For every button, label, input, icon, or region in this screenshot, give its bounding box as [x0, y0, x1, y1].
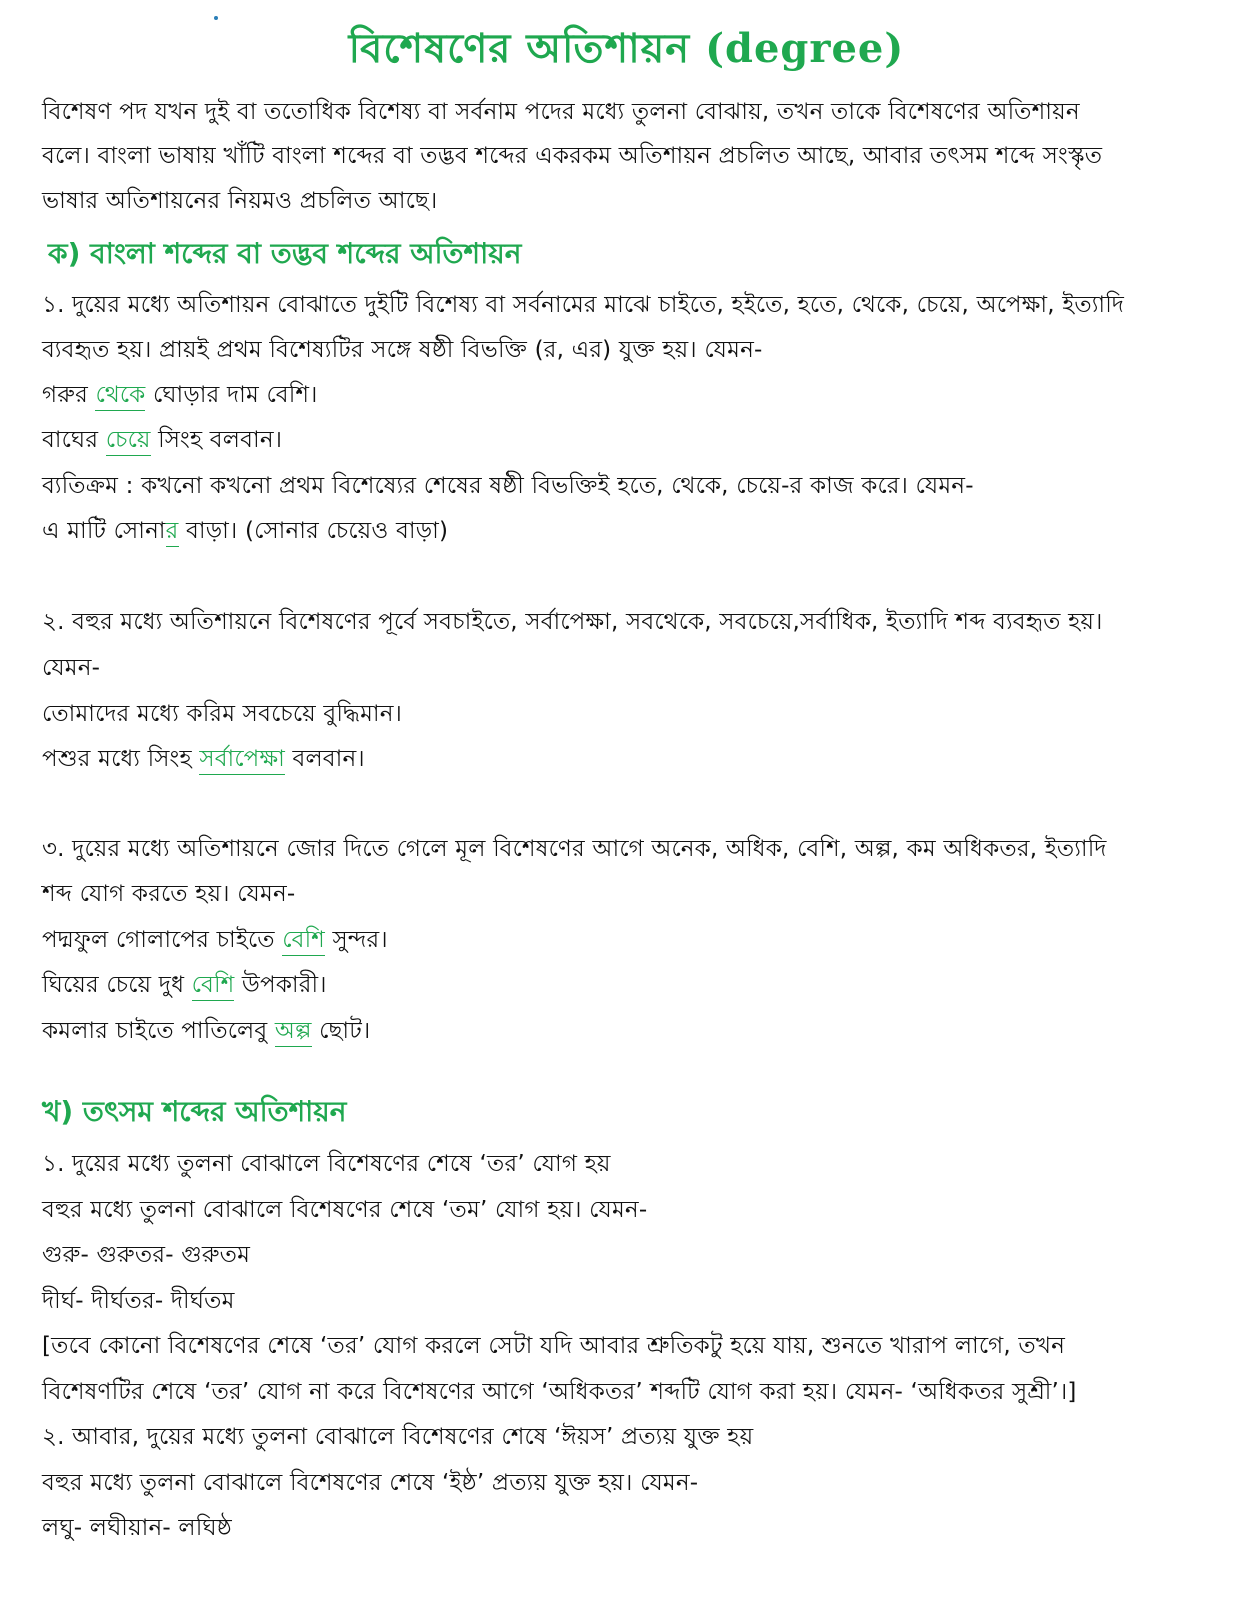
highlighted-word: সর্বাপেক্ষা: [199, 746, 285, 775]
highlighted-word: র: [166, 518, 179, 547]
highlighted-word: অল্প: [275, 1018, 312, 1047]
kha-line-2: বহুর মধ্যে তুলনা বোঝালে বিশেষণের শেষে ‘তম’ যোগ হয়। যেমন-: [42, 1197, 648, 1223]
intro-line-3: ভাষার অতিশায়নের নিয়মও প্রচলিত আছে।: [42, 188, 438, 214]
highlighted-word: চেয়ে: [106, 427, 151, 456]
section-kha-heading: খ) তৎসম শব্দের অতিশায়ন: [42, 1095, 347, 1128]
kha-line-7: ২. আবার, দুয়ের মধ্যে তুলনা বোঝালে বিশেষণের শেষে ‘ঈয়স’ প্রত্যয় যুক্ত হয়: [42, 1424, 754, 1450]
title-text: বিশেষণের অতিশায়ন (degree): [348, 25, 905, 72]
kha-line-4: দীর্ঘ- দীর্ঘতর- দীর্ঘতম: [42, 1288, 235, 1314]
page-title: [0, 22, 1253, 76]
highlighted-word: থেকে: [95, 382, 145, 411]
example-text: বাঘের: [42, 427, 106, 453]
kha-line-5: [তবে কোনো বিশেষণের শেষে ‘তর’ যোগ করলে সেটা যদি আবার শ্রুতিকটু হয়ে যায়, শুনতে খারাপ লাগে, তখন: [42, 1333, 1066, 1359]
example-2: [42, 418, 1229, 462]
rule2-line-1: ২. বহুর মধ্যে অতিশায়নে বিশেষণের পূর্বে সবচাইতে, সর্বাপেক্ষা, সবথেকে, সবচেয়ে,সর্বাধিক, ইত্যাদি শব্দ ব্যবহৃত হয়।: [42, 609, 1103, 635]
example-text: ঘিয়ের চেয়ে দুধ: [42, 972, 192, 998]
highlighted-word: বেশি: [192, 972, 235, 1001]
kha-line-9: লঘু- লঘীয়ান- লঘিষ্ঠ: [42, 1515, 232, 1541]
example-text: পশুর মধ্যে সিংহ: [42, 746, 200, 772]
decorative-dot: [214, 16, 218, 20]
example-text: বাড়া। (সোনার চেয়েও বাড়া): [178, 518, 449, 544]
kha-line-8: বহুর মধ্যে তুলনা বোঝালে বিশেষণের শেষে ‘ইষ্ঠ’ প্রত্যয় যুক্ত হয়। যেমন-: [42, 1470, 699, 1496]
example-text: সিংহ বলবান।: [150, 427, 283, 453]
example-5: [42, 737, 1229, 781]
example-text: ছোট।: [311, 1018, 371, 1044]
rule2-line-2: যেমন-: [42, 655, 101, 681]
example-text: ঘোড়ার দাম বেশি।: [145, 382, 318, 408]
example-6: [42, 918, 1229, 962]
intro-line-1: বিশেষণ পদ যখন দুই বা ততোধিক বিশেষ্য বা সর্বনাম পদের মধ্যে তুলনা বোঝায়, তখন তাকে বিশেষণের অতিশায়ন: [42, 99, 1080, 125]
rule3-line-2: শব্দ যোগ করতে হয়। যেমন-: [42, 881, 296, 907]
intro-line-2: বলে। বাংলা ভাষায় খাঁটি বাংলা শব্দের বা তদ্ভব শব্দের একরকম অতিশায়ন প্রচলিত আছে, আবার তৎসম শব্দে সংস্কৃত: [42, 143, 1103, 169]
highlighted-word: বেশি: [282, 927, 325, 956]
example-4: তোমাদের মধ্যে করিম সবচেয়ে বুদ্ধিমান।: [42, 701, 403, 727]
example-text: পদ্মফুল গোলাপের চাইতে: [42, 927, 283, 953]
kha-line-6: বিশেষণটির শেষে ‘তর’ যোগ না করে বিশেষণের আগে ‘অধিকতর’ শব্দটি যোগ করা হয়। যেমন- ‘অধিকতর সুশ্রী’।]: [42, 1379, 1077, 1405]
example-8: [42, 1009, 1229, 1053]
example-3: [42, 509, 1229, 553]
example-text: কমলার চাইতে পাতিলেবু: [42, 1018, 275, 1044]
example-text: উপকারী।: [234, 972, 327, 998]
example-7: [42, 963, 1229, 1007]
example-text: এ মাটি সোনা: [42, 518, 166, 544]
rule1-line-1: ১. দুয়ের মধ্যে অতিশায়ন বোঝাতে দুইটি বিশেষ্য বা সর্বনামের মাঝে চাইতে, হইতে, হতে, থেকে, চেয়ে, অপেক্ষা, ইত্যাদি: [42, 292, 1125, 318]
kha-line-1: ১. দুয়ের মধ্যে তুলনা বোঝালে বিশেষণের শেষে ‘তর’ যোগ হয়: [42, 1151, 611, 1177]
section-ka-heading: ক) বাংলা শব্দের বা তদ্ভব শব্দের অতিশায়ন: [48, 237, 522, 270]
kha-line-3: গুরু- গুরুতর- গুরুতম: [42, 1242, 251, 1268]
example-text: সুন্দর।: [325, 927, 388, 953]
rule1-line-2: ব্যবহৃত হয়। প্রায়ই প্রথম বিশেষ্যটির সঙ্গে ষষ্ঠী বিভক্তি (র, এর) যুক্ত হয়। যেমন-: [42, 337, 763, 363]
example-text: গরুর: [42, 382, 96, 408]
example-text: বলবান।: [284, 746, 365, 772]
exception-line: ব্যতিক্রম : কখনো কখনো প্রথম বিশেষ্যের শেষের ষষ্ঠী বিভক্তিই হতে, থেকে, চেয়ে-র কাজ করে। যেমন-: [42, 473, 974, 499]
rule3-line-1: ৩. দুয়ের মধ্যে অতিশায়নে জোর দিতে গেলে মূল বিশেষণের আগে অনেক, অধিক, বেশি, অল্প, কম অধিকতর, ইত্যাদি: [42, 836, 1107, 862]
example-1: [42, 373, 1229, 417]
